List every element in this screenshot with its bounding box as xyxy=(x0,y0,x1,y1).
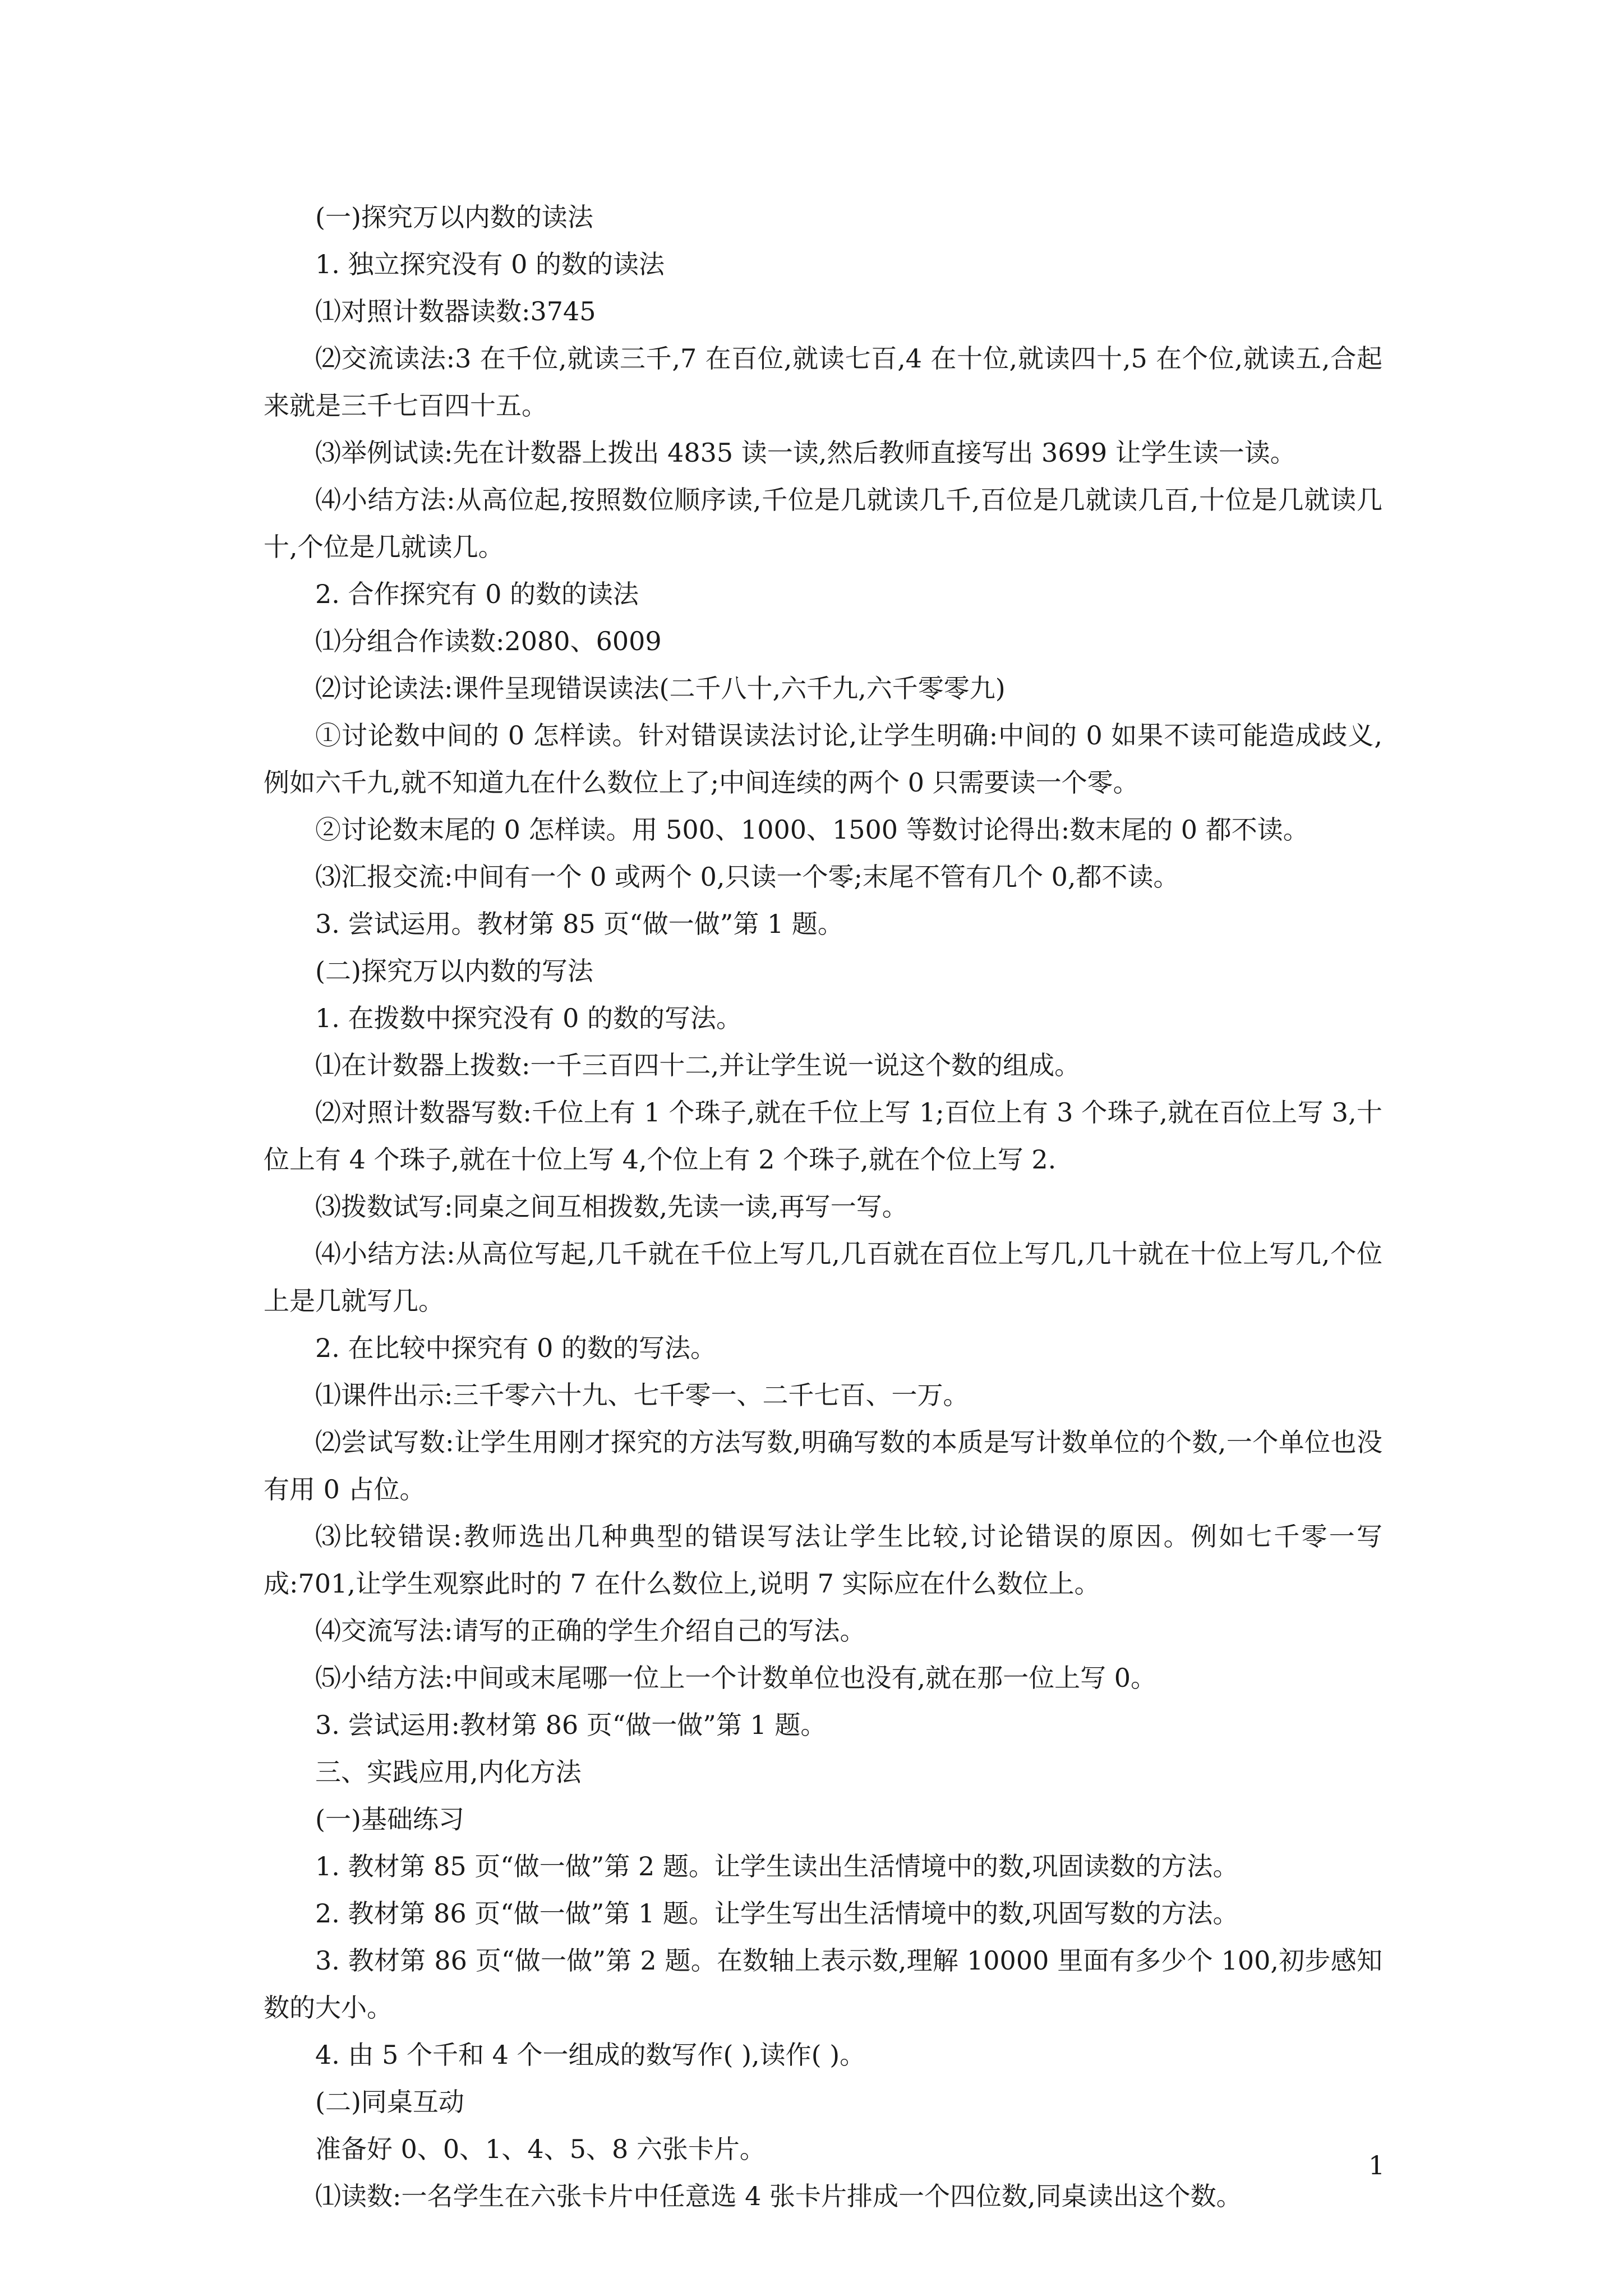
paragraph: ⑵对照计数器写数:千位上有 1 个珠子,就在千位上写 1;百位上有 3 个珠子,就在百位上写 3,十位上有 4 个珠子,就在十位上写 4,个位上有 2 个珠子,就在个位上写 2. xyxy=(264,1097,1382,1175)
paragraph: 1. 教材第 85 页“做一做”第 2 题。让学生读出生活情境中的数,巩固读数的方法。 xyxy=(315,1851,1239,1881)
paragraph: ⑶汇报交流:中间有一个 0 或两个 0,只读一个零;末尾不管有几个 0,都不读。 xyxy=(315,862,1179,892)
section-heading: 三、实践应用,内化方法 xyxy=(315,1757,582,1787)
subheading: 1. 在拨数中探究没有 0 的数的写法。 xyxy=(315,1003,743,1033)
paragraph: 准备好 0、0、1、4、5、8 六张卡片。 xyxy=(315,2134,766,2164)
paragraph: ⑶拨数试写:同桌之间互相拨数,先读一读,再写一写。 xyxy=(315,1191,908,1222)
paragraph: ⑵讨论读法:课件呈现错误读法(二千八十,六千九,六千零零九) xyxy=(315,673,1006,703)
subheading: 2. 在比较中探究有 0 的数的写法。 xyxy=(315,1333,717,1363)
paragraph: ⑶比较错误:教师选出几种典型的错误写法让学生比较,讨论错误的原因。例如七千零一写成:701,让学生观察此时的 7 在什么数位上,说明 7 实际应在什么数位上。 xyxy=(264,1521,1382,1599)
paragraph: ⑶举例试读:先在计数器上拨出 4835 读一读,然后教师直接写出 3699 让学生读一读。 xyxy=(315,438,1296,468)
paragraph: ⑴在计数器上拨数:一千三百四十二,并让学生说一说这个数的组成。 xyxy=(315,1050,1081,1080)
subheading: 2. 合作探究有 0 的数的读法 xyxy=(315,579,639,609)
paragraph: ⑵交流读法:3 在千位,就读三千,7 在百位,就读七百,4 在十位,就读四十,5 在个位,就读五,合起来就是三千七百四十五。 xyxy=(264,343,1382,421)
page-number: 1 xyxy=(1368,2150,1385,2180)
paragraph: ⑴对照计数器读数:3745 xyxy=(315,296,596,326)
paragraph: ⑷交流写法:请写的正确的学生介绍自己的写法。 xyxy=(315,1616,866,1646)
paragraph: 3. 教材第 86 页“做一做”第 2 题。在数轴上表示数,理解 10000 里面有多少个 100,初步感知数的大小。 xyxy=(264,1945,1382,2023)
paragraph: 3. 尝试运用。教材第 85 页“做一做”第 1 题。 xyxy=(315,909,843,939)
body-text xyxy=(264,194,1382,2220)
paragraph: ⑷小结方法:从高位写起,几千就在千位上写几,几百就在百位上写几,几十就在十位上写几,个位上是几就写几。 xyxy=(264,1239,1382,1316)
subheading: 1. 独立探究没有 0 的数的读法 xyxy=(315,249,665,279)
paragraph: ①讨论数中间的 0 怎样读。针对错误读法讨论,让学生明确:中间的 0 如果不读可能造成歧义,例如六千九,就不知道九在什么数位上了;中间连续的两个 0 只需要读一个零。 xyxy=(264,720,1382,798)
paragraph: ⑷小结方法:从高位起,按照数位顺序读,千位是几就读几千,百位是几就读几百,十位是几就读几十,个位是几就读几。 xyxy=(264,485,1382,562)
paragraph: ②讨论数末尾的 0 怎样读。用 500、1000、1500 等数讨论得出:数末尾的 0 都不读。 xyxy=(315,815,1309,845)
paragraph: 4. 由 5 个千和 4 个一组成的数写作( ),读作( )。 xyxy=(315,2040,866,2070)
section-heading: (一)探究万以内数的读法 xyxy=(315,202,593,232)
paragraph: ⑴分组合作读数:2080、6009 xyxy=(315,626,662,656)
paragraph: 2. 教材第 86 页“做一做”第 1 题。让学生写出生活情境中的数,巩固写数的方法。 xyxy=(315,1898,1239,1929)
paragraph: 3. 尝试运用:教材第 86 页“做一做”第 1 题。 xyxy=(315,1710,827,1740)
paragraph: ⑴课件出示:三千零六十九、七千零一、二千七百、一万。 xyxy=(315,1380,969,1410)
subheading: (一)基础练习 xyxy=(315,1804,464,1834)
paragraph: ⑵尝试写数:让学生用刚才探究的方法写数,明确写数的本质是写计数单位的个数,一个单位也没有用 0 占位。 xyxy=(264,1427,1382,1504)
subheading: (二)同桌互动 xyxy=(315,2087,464,2117)
section-heading: (二)探究万以内数的写法 xyxy=(315,956,593,986)
paragraph: ⑴读数:一名学生在六张卡片中任意选 4 张卡片排成一个四位数,同桌读出这个数。 xyxy=(315,2181,1242,2211)
paragraph: ⑸小结方法:中间或末尾哪一位上一个计数单位也没有,就在那一位上写 0。 xyxy=(315,1663,1157,1693)
